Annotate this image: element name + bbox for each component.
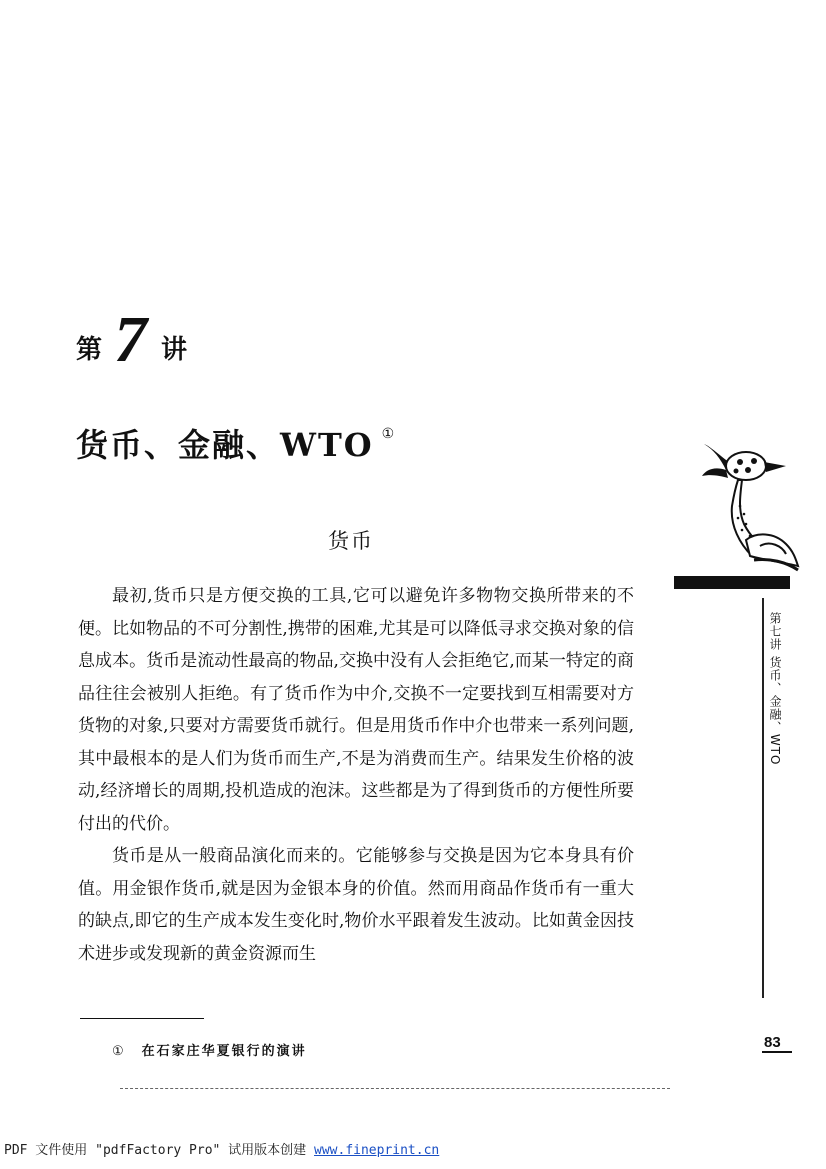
footnote-mark: ①	[112, 1044, 126, 1059]
paragraph-1: 最初,货币只是方便交换的工具,它可以避免许多物物交换所带来的不便。比如物品的不可分割性,携带的困难,尤其是可以降低寻求交换对象的信息成本。货币是流动性最高的物品,交换中没有人会拒绝它,而某一特定的商品往往会被别人拒绝。有了货币作为中介,交换不一定要找到互相需要对方货物的对象,只要对方需要货币就行。但是用货币作中介也带来一系列问题,其中最根本的是人们为货币而生产,不是为消费而生产。结果发生价格的波动,经济增长的周期,投机造成的泡沫。这些都是为了得到货币的方便性所要付出的代价。	[78, 586, 634, 834]
pdf-banner-text: PDF 文件使用 "pdfFactory Pro" 试用版本创建	[4, 1143, 315, 1158]
pdf-banner	[4, 1139, 439, 1158]
paragraph-2: 货币是从一般商品演化而来的。它能够参与交换是因为它本身具有价值。用金银作货币,就是因为金银本身的价值。然而用商品作货币有一重大的缺点,即它的生产成本发生变化时,物价水平跟着发生波动。比如黄金因技术进步或发现新的黄金资源而生	[78, 846, 634, 964]
decorative-bird-illustration	[690, 436, 800, 576]
pdf-banner-link[interactable]: www.fineprint.cn	[314, 1143, 440, 1158]
chapter-title-text: 货币、金融、WTO	[76, 426, 374, 464]
footnote-divider	[80, 1018, 204, 1019]
page-number: 83	[762, 1034, 792, 1053]
body-text	[78, 580, 634, 970]
bottom-divider	[120, 1088, 670, 1089]
footnote-text: 在石家庄华夏银行的演讲	[141, 1044, 307, 1059]
sidebar-black-bar	[674, 576, 790, 589]
footnote	[112, 1040, 307, 1059]
section-title: 货币	[328, 529, 374, 553]
chapter-title	[76, 420, 396, 466]
lecture-suffix: 讲	[161, 335, 188, 365]
lecture-heading	[76, 303, 188, 376]
title-footnote-mark[interactable]: ①	[381, 426, 397, 442]
lecture-prefix: 第	[76, 335, 103, 365]
lecture-number: 7	[114, 303, 148, 376]
running-head: 第七讲 货币、金融、WTO	[768, 612, 782, 766]
